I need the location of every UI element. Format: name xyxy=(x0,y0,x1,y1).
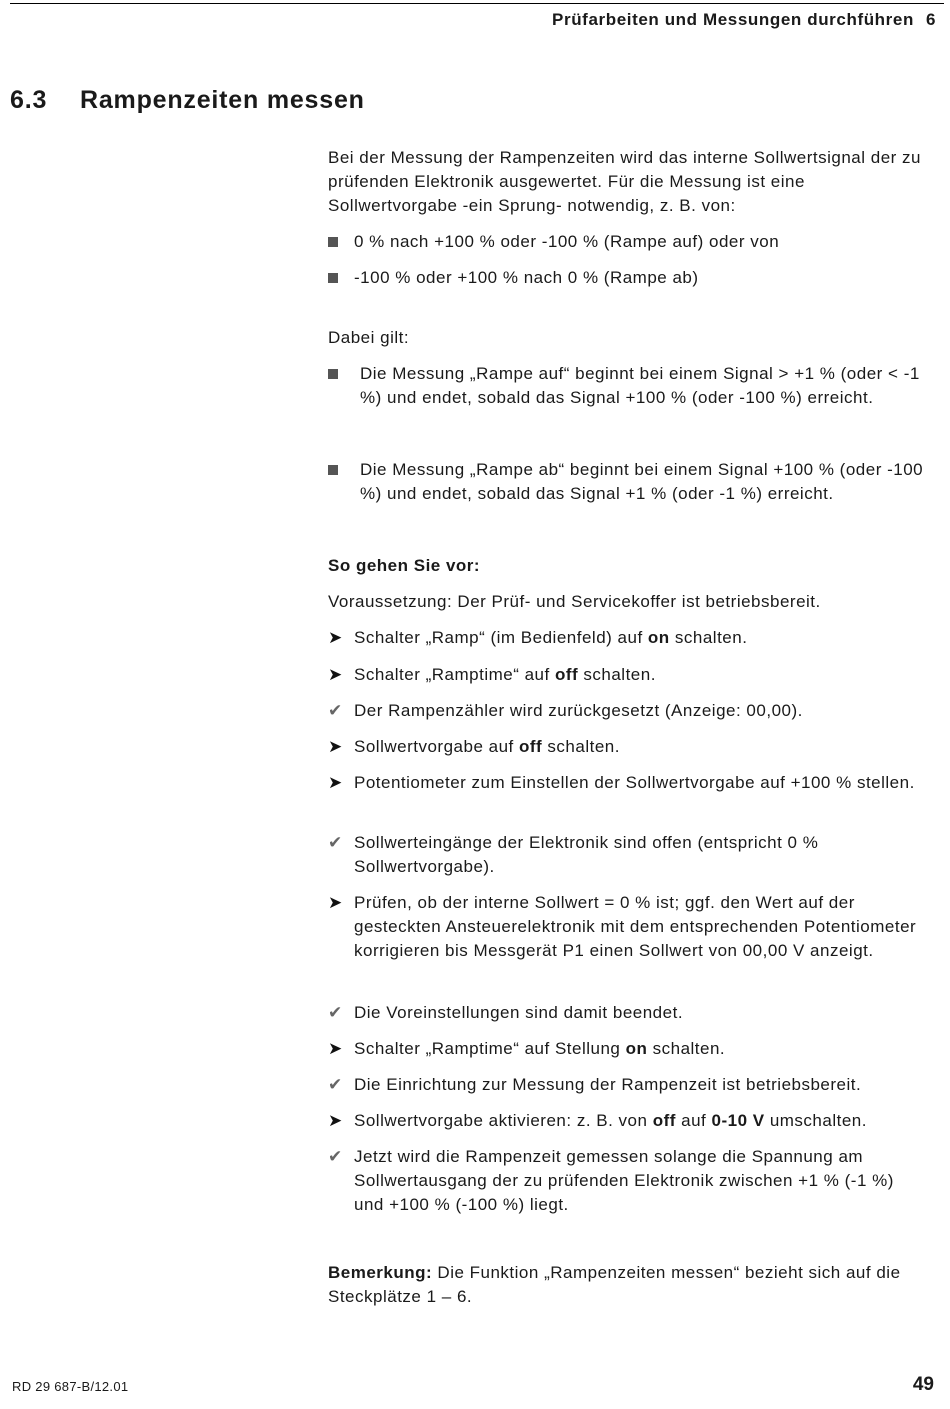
checkmark-icon: ✔ xyxy=(328,1003,343,1022)
step-text: Schalter „Ramptime“ auf Stellung xyxy=(354,1039,626,1058)
step-text: Die Einrichtung zur Messung der Rampenzeit ist betriebsbereit. xyxy=(354,1075,862,1094)
rule-text: Die Messung „Rampe ab“ beginnt bei einem Signal +100 % (oder -100 %) und endet, sobald das Signal +1 % (oder -1 %) erreicht. xyxy=(360,460,924,503)
step-text-end: schalten. xyxy=(542,737,620,756)
step-1 xyxy=(328,626,928,650)
step-12 xyxy=(328,1145,928,1217)
procedure-heading-text: So gehen Sie vor: xyxy=(328,556,481,575)
checkmark-icon: ✔ xyxy=(328,833,343,852)
arrow-right-icon: ➤ xyxy=(328,665,343,684)
step-bold: on xyxy=(647,628,670,647)
step-3 xyxy=(328,699,928,723)
arrow-right-icon: ➤ xyxy=(328,628,343,647)
step-2 xyxy=(328,663,928,687)
checkmark-icon: ✔ xyxy=(328,1075,343,1094)
remark xyxy=(328,1261,928,1309)
step-bold: off xyxy=(652,1111,676,1130)
section-number: 6.3 xyxy=(10,86,48,114)
remark-label: Bemerkung: xyxy=(328,1263,433,1282)
running-title: Prüfarbeiten und Messungen durchführen xyxy=(552,10,914,29)
intro-bullet-1 xyxy=(328,230,928,254)
step-text-mid: auf xyxy=(675,1111,712,1130)
running-header xyxy=(552,10,936,30)
step-text: Sollwertvorgabe aktivieren: z. B. von xyxy=(354,1111,653,1130)
arrow-right-icon: ➤ xyxy=(328,737,343,756)
square-bullet-icon xyxy=(328,237,338,247)
square-bullet-icon xyxy=(328,369,338,379)
section-heading xyxy=(10,86,365,115)
bullet-text: -100 % oder +100 % nach 0 % (Rampe ab) xyxy=(354,268,699,287)
arrow-right-icon: ➤ xyxy=(328,773,343,792)
step-text: Sollwerteingänge der Elektronik sind offen (entspricht 0 % Sollwertvorgabe). xyxy=(354,833,819,876)
arrow-right-icon: ➤ xyxy=(328,1111,343,1130)
chapter-number: 6 xyxy=(925,10,936,29)
precondition xyxy=(328,590,928,614)
dabei-gilt xyxy=(328,326,928,350)
step-bold: on xyxy=(625,1039,648,1058)
section-title: Rampenzeiten messen xyxy=(80,86,365,114)
step-bold-2: 0-10 V xyxy=(711,1111,765,1130)
step-text-end: schalten. xyxy=(647,1039,726,1058)
remark-text: Die Funktion „Rampenzeiten messen“ bezieht sich auf die Steckplätze 1 – 6. xyxy=(328,1263,901,1306)
step-10 xyxy=(328,1073,928,1097)
step-text: Jetzt wird die Rampenzeit gemessen solange die Spannung am Sollwertausgang der zu prüfenden Elektronik zwischen +1 % (-1 %) und +100 % (-100 %) liegt. xyxy=(354,1147,894,1214)
square-bullet-icon xyxy=(328,273,338,283)
step-6 xyxy=(328,831,928,879)
intro-paragraph: Bei der Messung der Rampenzeiten wird das interne Sollwertsignal der zu prüfenden Elektronik ausgewertet. Für die Messung ist eine Sollwertvorgabe -ein Sprung- notwendig, z. B. von: xyxy=(328,148,922,215)
step-text: Der Rampenzähler wird zurückgesetzt (Anzeige: 00,00). xyxy=(354,701,803,720)
step-text: Schalter „Ramptime“ auf xyxy=(354,665,555,684)
square-bullet-icon xyxy=(328,465,338,475)
step-text-end: schalten. xyxy=(578,665,656,684)
arrow-right-icon: ➤ xyxy=(328,1039,343,1058)
step-text: Prüfen, ob der interne Sollwert = 0 % ist; ggf. den Wert auf der gesteckten Ansteuerelektronik mit dem entsprechenden Potentiometer korrigieren bis Messgerät P1 einen Sollwert von 00,00 V anzeigt. xyxy=(354,893,917,960)
checkmark-icon: ✔ xyxy=(328,1147,343,1166)
header-rule xyxy=(10,3,944,4)
step-bold: off xyxy=(554,665,579,684)
step-text: Schalter „Ramp“ (im Bedienfeld) auf xyxy=(354,628,648,647)
rule-text: Die Messung „Rampe auf“ beginnt bei einem Signal > +1 % (oder < -1 %) und endet, sobald das Signal +100 % (oder -100 %) erreicht. xyxy=(360,364,920,407)
intro-bullet-2 xyxy=(328,266,928,290)
step-text-end: schalten. xyxy=(669,628,748,647)
step-bold: off xyxy=(518,737,543,756)
intro-block xyxy=(328,146,928,218)
step-text: Potentiometer zum Einstellen der Sollwertvorgabe auf +100 % stellen. xyxy=(354,773,915,792)
step-text: Sollwertvorgabe auf xyxy=(354,737,519,756)
rule-bullet-2 xyxy=(328,458,928,506)
arrow-right-icon: ➤ xyxy=(328,893,343,912)
page-number: 49 xyxy=(912,1374,934,1395)
step-11 xyxy=(328,1109,928,1133)
step-8 xyxy=(328,1001,928,1025)
step-text: Die Voreinstellungen sind damit beendet. xyxy=(354,1003,684,1022)
checkmark-icon: ✔ xyxy=(328,701,343,720)
rule-bullet-1 xyxy=(328,362,928,410)
procedure-heading xyxy=(328,554,928,578)
precondition-text: Voraussetzung: Der Prüf- und Servicekoffer ist betriebsbereit. xyxy=(328,592,821,611)
dabei-text: Dabei gilt: xyxy=(328,328,410,347)
step-text-end: umschalten. xyxy=(764,1111,867,1130)
step-5 xyxy=(328,771,928,795)
document-id: RD 29 687-B/12.01 xyxy=(12,1379,129,1394)
step-4 xyxy=(328,735,928,759)
step-7 xyxy=(328,891,928,963)
bullet-text: 0 % nach +100 % oder -100 % (Rampe auf) oder von xyxy=(354,232,780,251)
step-9 xyxy=(328,1037,928,1061)
